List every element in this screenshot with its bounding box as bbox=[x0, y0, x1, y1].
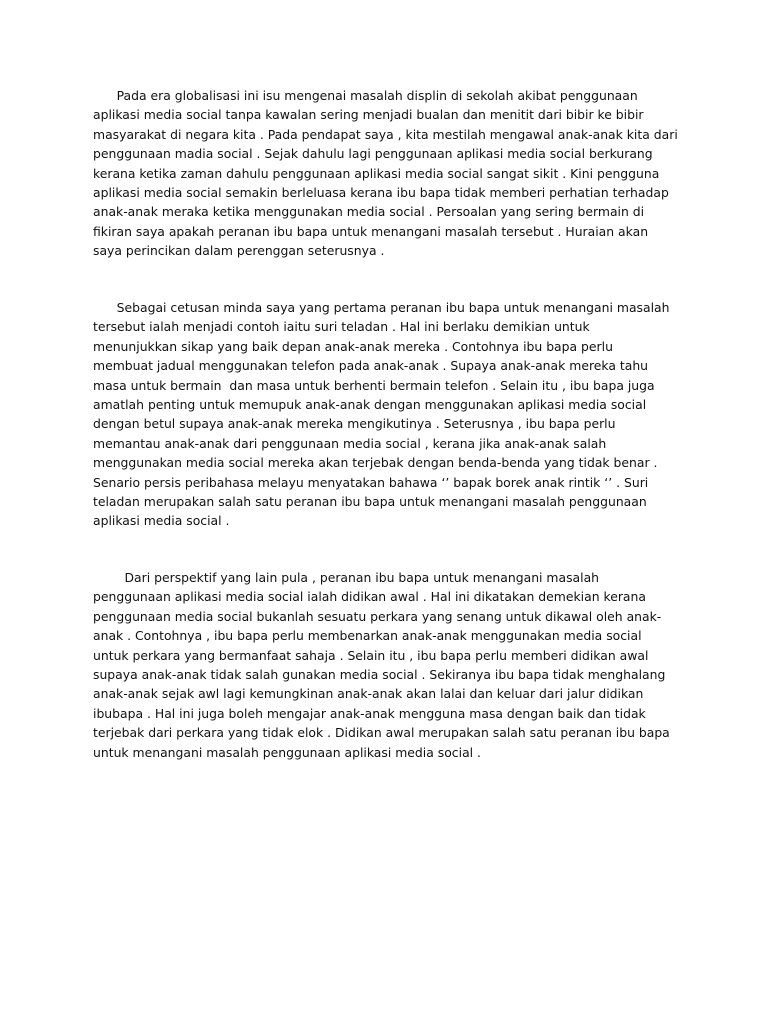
text-line: membuat jadual menggunakan telefon pada anak-anak . Supaya anak-anak mereka tahu bbox=[93, 358, 649, 374]
text-line: menggunakan media social mereka akan terjebak dengan benda-benda yang tidak benar . bbox=[93, 455, 658, 471]
text-line: Dari perspektif yang lain pula , peranan ibu bapa untuk menangani masalah bbox=[93, 570, 600, 585]
text-line: penggunaan aplikasi media social ialah didikan awal . Hal ini dikatakan demekian kerana bbox=[93, 589, 646, 605]
text-line: Pada era globalisasi ini isu mengenai masalah displin di sekolah akibat penggunaan bbox=[93, 88, 638, 103]
text-line: kerana ketika zaman dahulu penggunaan aplikasi media social sangat sikit . Kini pengguna bbox=[93, 165, 660, 181]
text-line: aplikasi media social tanpa kawalan sering menjadi bualan dan menitit dari bibir ke bibir bbox=[93, 107, 644, 123]
paragraph-introduction bbox=[93, 86, 683, 261]
paragraph-point-two bbox=[93, 568, 683, 762]
text-line: Senario persis peribahasa melayu menyatakan bahawa ‘’ bapak borek anak rintik ‘’ . Suri bbox=[93, 474, 649, 490]
text-line: untuk menangani masalah penggunaan aplikasi media social . bbox=[93, 744, 481, 760]
text-line: Sebagai cetusan minda saya yang pertama peranan ibu bapa untuk menangani masalah bbox=[93, 300, 670, 315]
text-line: masyarakat di negara kita . Pada pendapat saya , kita mestilah mengawal anak-anak kita dari bbox=[93, 126, 678, 142]
text-line: ibubapa . Hal ini juga boleh mengajar anak-anak mengguna masa dengan baik dan tidak bbox=[93, 705, 646, 721]
text-line: menunjukkan sikap yang baik depan anak-anak mereka . Contohnya ibu bapa perlu bbox=[93, 338, 613, 354]
text-line: anak-anak meraka ketika menggunakan media social . Persoalan yang sering bermain di bbox=[93, 204, 645, 220]
text-line: supaya anak-anak tidak salah gunakan media social . Sekiranya ibu bapa tidak menghalang bbox=[93, 667, 666, 683]
text-line: anak-anak sejak awl lagi kemungkinan anak-anak akan lalai dan keluar dari jalur didikan bbox=[93, 686, 644, 702]
text-line: untuk perkara yang bermanfaat sahaja . Selain itu , ibu bapa perlu memberi didikan awal bbox=[93, 647, 649, 663]
text-line: teladan merupakan salah satu peranan ibu bapa untuk menangani masalah penggunaan bbox=[93, 494, 647, 510]
text-line: penggunaan madia social . Sejak dahulu lagi penggunaan aplikasi media social berkurang bbox=[93, 146, 653, 162]
text-line: saya perincikan dalam perenggan seterusnya . bbox=[93, 243, 385, 259]
text-line: aplikasi media social . bbox=[93, 513, 230, 529]
text-line: tersebut ialah menjadi contoh iaitu suri teladan . Hal ini berlaku demikian untuk bbox=[93, 319, 590, 335]
paragraph-point-one bbox=[93, 298, 683, 531]
text-line: memantau anak-anak dari penggunaan media social , kerana jika anak-anak salah bbox=[93, 435, 607, 451]
text-line: fikiran saya apakah peranan ibu bapa untuk menangani masalah tersebut . Huraian akan bbox=[93, 223, 649, 239]
text-line: terjebak dari perkara yang tidak elok . Didikan awal merupakan salah satu peranan ibu bapa bbox=[93, 725, 670, 741]
text-line: penggunaan media social bukanlah sesuatu perkara yang senang untuk dikawal oleh anak- bbox=[93, 608, 662, 624]
text-line: dengan betul supaya anak-anak mereka mengikutinya . Seterusnya , ibu bapa perlu bbox=[93, 416, 616, 432]
text-line: aplikasi media social semakin berleluasa kerana ibu bapa tidak memberi perhatian terhadap bbox=[93, 185, 669, 201]
text-line: anak . Contohnya , ibu bapa perlu membenarkan anak-anak menggunakan media social bbox=[93, 628, 642, 644]
text-line: amatlah penting untuk memupuk anak-anak dengan menggunakan aplikasi media social bbox=[93, 397, 647, 413]
text-line: masa untuk bermain dan masa untuk berhenti bermain telefon . Selain itu , ibu bapa juga bbox=[93, 377, 655, 393]
